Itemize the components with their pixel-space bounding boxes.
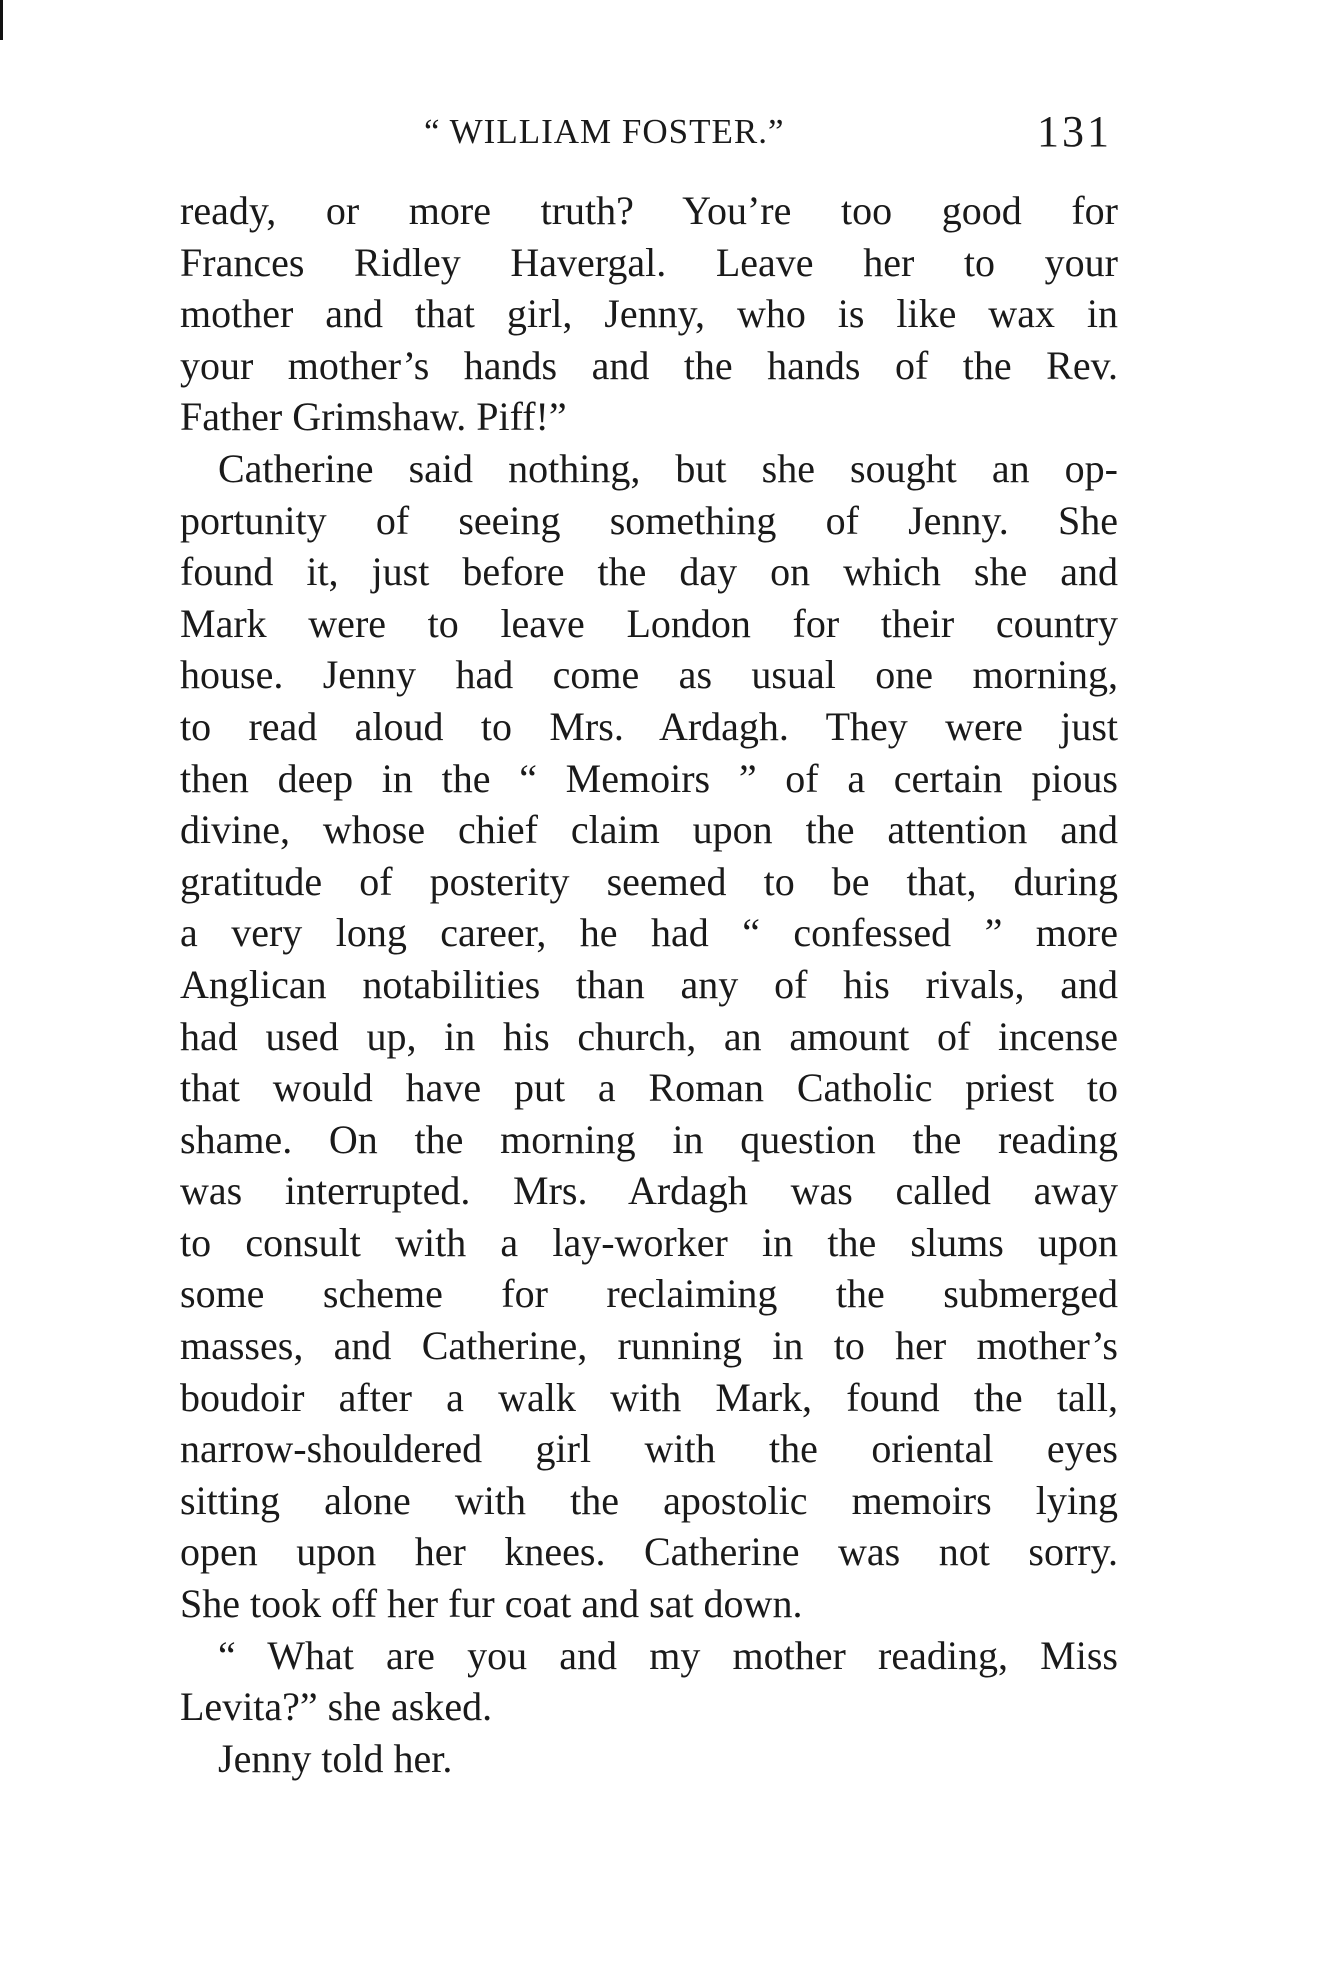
scan-edge-mark [0, 0, 3, 40]
text-line: Frances Ridley Havergal. Leave her to your [180, 239, 1118, 285]
text-line: then deep in the “ Memoirs ” of a certain pious [180, 755, 1118, 801]
text-line: Levita?” she asked. [180, 1684, 493, 1730]
text-line: to read aloud to Mrs. Ardagh. They were just [180, 703, 1118, 749]
text-line: some scheme for reclaiming the submerged [180, 1271, 1118, 1317]
text-line: that would have put a Roman Catholic priest to [180, 1065, 1118, 1111]
text-line: Anglican notabilities than any of his rivals, and [180, 961, 1118, 1007]
running-head [180, 107, 1118, 162]
text-line: open upon her knees. Catherine was not sorry. [180, 1529, 1118, 1575]
text-line: divine, whose chief claim upon the attention and [180, 807, 1118, 853]
text-line: found it, just before the day on which she and [180, 549, 1118, 595]
paragraph-first-line: “ What are you and my mother reading, Miss [218, 1632, 1118, 1678]
text-line: narrow-shouldered girl with the oriental eyes [180, 1426, 1118, 1472]
body-text [180, 185, 1118, 1784]
paragraph-first-line: Jenny told her. [218, 1735, 453, 1781]
text-line: She took off her fur coat and sat down. [180, 1581, 803, 1627]
text-line: a very long career, he had “ confessed ” more [180, 910, 1118, 956]
text-line: mother and that girl, Jenny, who is like wax in [180, 291, 1118, 337]
text-line: was interrupted. Mrs. Ardagh was called away [180, 1168, 1118, 1214]
text-line: shame. On the morning in question the reading [180, 1116, 1118, 1162]
text-line: had used up, in his church, an amount of incense [180, 1013, 1118, 1059]
text-line: your mother’s hands and the hands of the Rev. [180, 342, 1118, 388]
text-line: portunity of seeing something of Jenny. She [180, 497, 1118, 543]
text-line: boudoir after a walk with Mark, found the tall, [180, 1374, 1118, 1420]
text-line: house. Jenny had come as usual one morning, [180, 652, 1118, 698]
text-line: ready, or more truth? You’re too good for [180, 188, 1118, 233]
text-line: gratitude of posterity seemed to be that, during [180, 858, 1118, 904]
text-line: to consult with a lay-worker in the slums upon [180, 1219, 1118, 1265]
text-line: sitting alone with the apostolic memoirs lying [180, 1477, 1118, 1523]
paragraph-first-line: Catherine said nothing, but she sought an op- [218, 445, 1118, 491]
text-line: masses, and Catherine, running in to her mother’s [180, 1323, 1118, 1369]
text-line: Father Grimshaw. Piff!” [180, 394, 567, 440]
page-number: 131 [1037, 107, 1112, 156]
running-title: “ WILLIAM FOSTER.” [424, 112, 785, 151]
text-line: Mark were to leave London for their country [180, 600, 1118, 646]
